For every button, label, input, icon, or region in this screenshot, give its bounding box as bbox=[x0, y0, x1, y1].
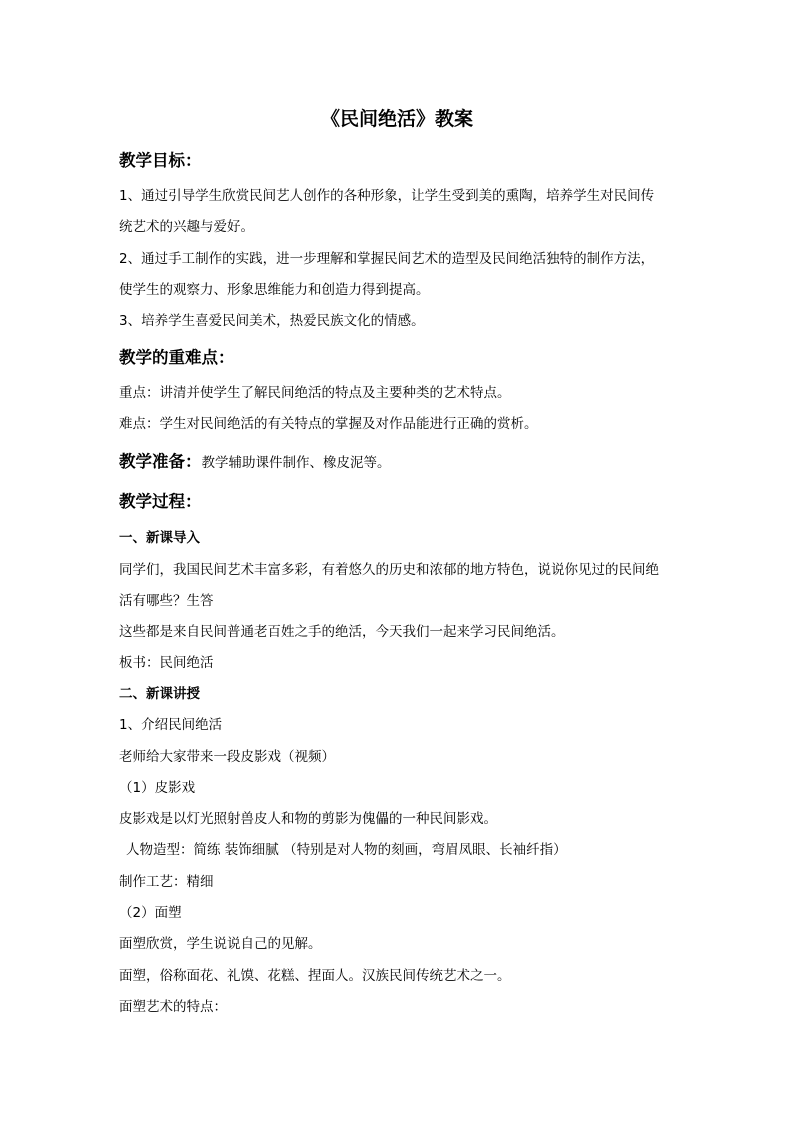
goal-3: 3、培养学生喜爱民间美术，热爱民族文化的情感。 bbox=[119, 313, 425, 329]
video-text: 老师给大家带来一段皮影戏（视频） bbox=[119, 749, 335, 765]
prep-line bbox=[119, 451, 391, 473]
section-1-heading: 一、新课导入 bbox=[119, 530, 200, 546]
craft-text: 制作工艺：精细 bbox=[119, 874, 214, 890]
goals-heading: 教学目标： bbox=[119, 151, 202, 170]
character-design: 人物造型：简练 装饰细腻 （特别是对人物的刻画，弯眉凤眼、长袖纤指） bbox=[126, 842, 567, 858]
keypoints-heading: 教学的重难点： bbox=[119, 348, 235, 367]
section-2-heading: 二、新课讲授 bbox=[119, 686, 200, 702]
intro-line-1: 同学们，我国民间艺术丰富多彩，有着悠久的历史和浓郁的地方特色，说说你见过的民间绝 bbox=[119, 562, 659, 578]
process-heading: 教学过程： bbox=[119, 492, 202, 511]
page-title: 《民间绝活》教案 bbox=[320, 108, 473, 130]
intro-line-2: 活有哪些？生答 bbox=[119, 593, 214, 609]
dough-features: 面塑艺术的特点： bbox=[119, 999, 227, 1015]
goal-1-line-1: 1、通过引导学生欣赏民间艺人创作的各种形象，让学生受到美的熏陶，培养学生对民间传 bbox=[119, 188, 655, 204]
prep-text: 教学辅助课件制作、橡皮泥等。 bbox=[201, 455, 391, 471]
difficulty-text: 难点：学生对民间绝活的有关特点的掌握及对作品能进行正确的赏析。 bbox=[119, 416, 538, 432]
intro-line-3: 这些都是来自民间普通老百姓之手的绝活，今天我们一起来学习民间绝活。 bbox=[119, 624, 565, 640]
item-2-dough-figure: （2）面塑 bbox=[119, 905, 182, 921]
dough-appreciation: 面塑欣赏，学生说说自己的见解。 bbox=[119, 936, 322, 952]
goal-2-line-1: 2、通过手工制作的实践，进一步理解和掌握民间艺术的造型及民间绝活独特的制作方法， bbox=[119, 251, 655, 267]
shadow-play-description: 皮影戏是以灯光照射兽皮人和物的剪影为傀儡的一种民间影戏。 bbox=[119, 811, 497, 827]
dough-description: 面塑，俗称面花、礼馍、花糕、捏面人。汉族民间传统艺术之一。 bbox=[119, 968, 511, 984]
board-text: 板书：民间绝活 bbox=[119, 655, 214, 671]
item-1-shadow-play: （1）皮影戏 bbox=[119, 780, 196, 796]
goal-1-line-2: 统艺术的兴趣与爱好。 bbox=[119, 219, 254, 235]
subsection-1: 1、介绍民间绝活 bbox=[119, 717, 223, 733]
prep-heading: 教学准备： bbox=[119, 452, 202, 471]
keypoint-text: 重点：讲清并使学生了解民间绝活的特点及主要种类的艺术特点。 bbox=[119, 385, 511, 401]
goal-2-line-2: 使学生的观察力、形象思维能力和创造力得到提高。 bbox=[119, 282, 430, 298]
